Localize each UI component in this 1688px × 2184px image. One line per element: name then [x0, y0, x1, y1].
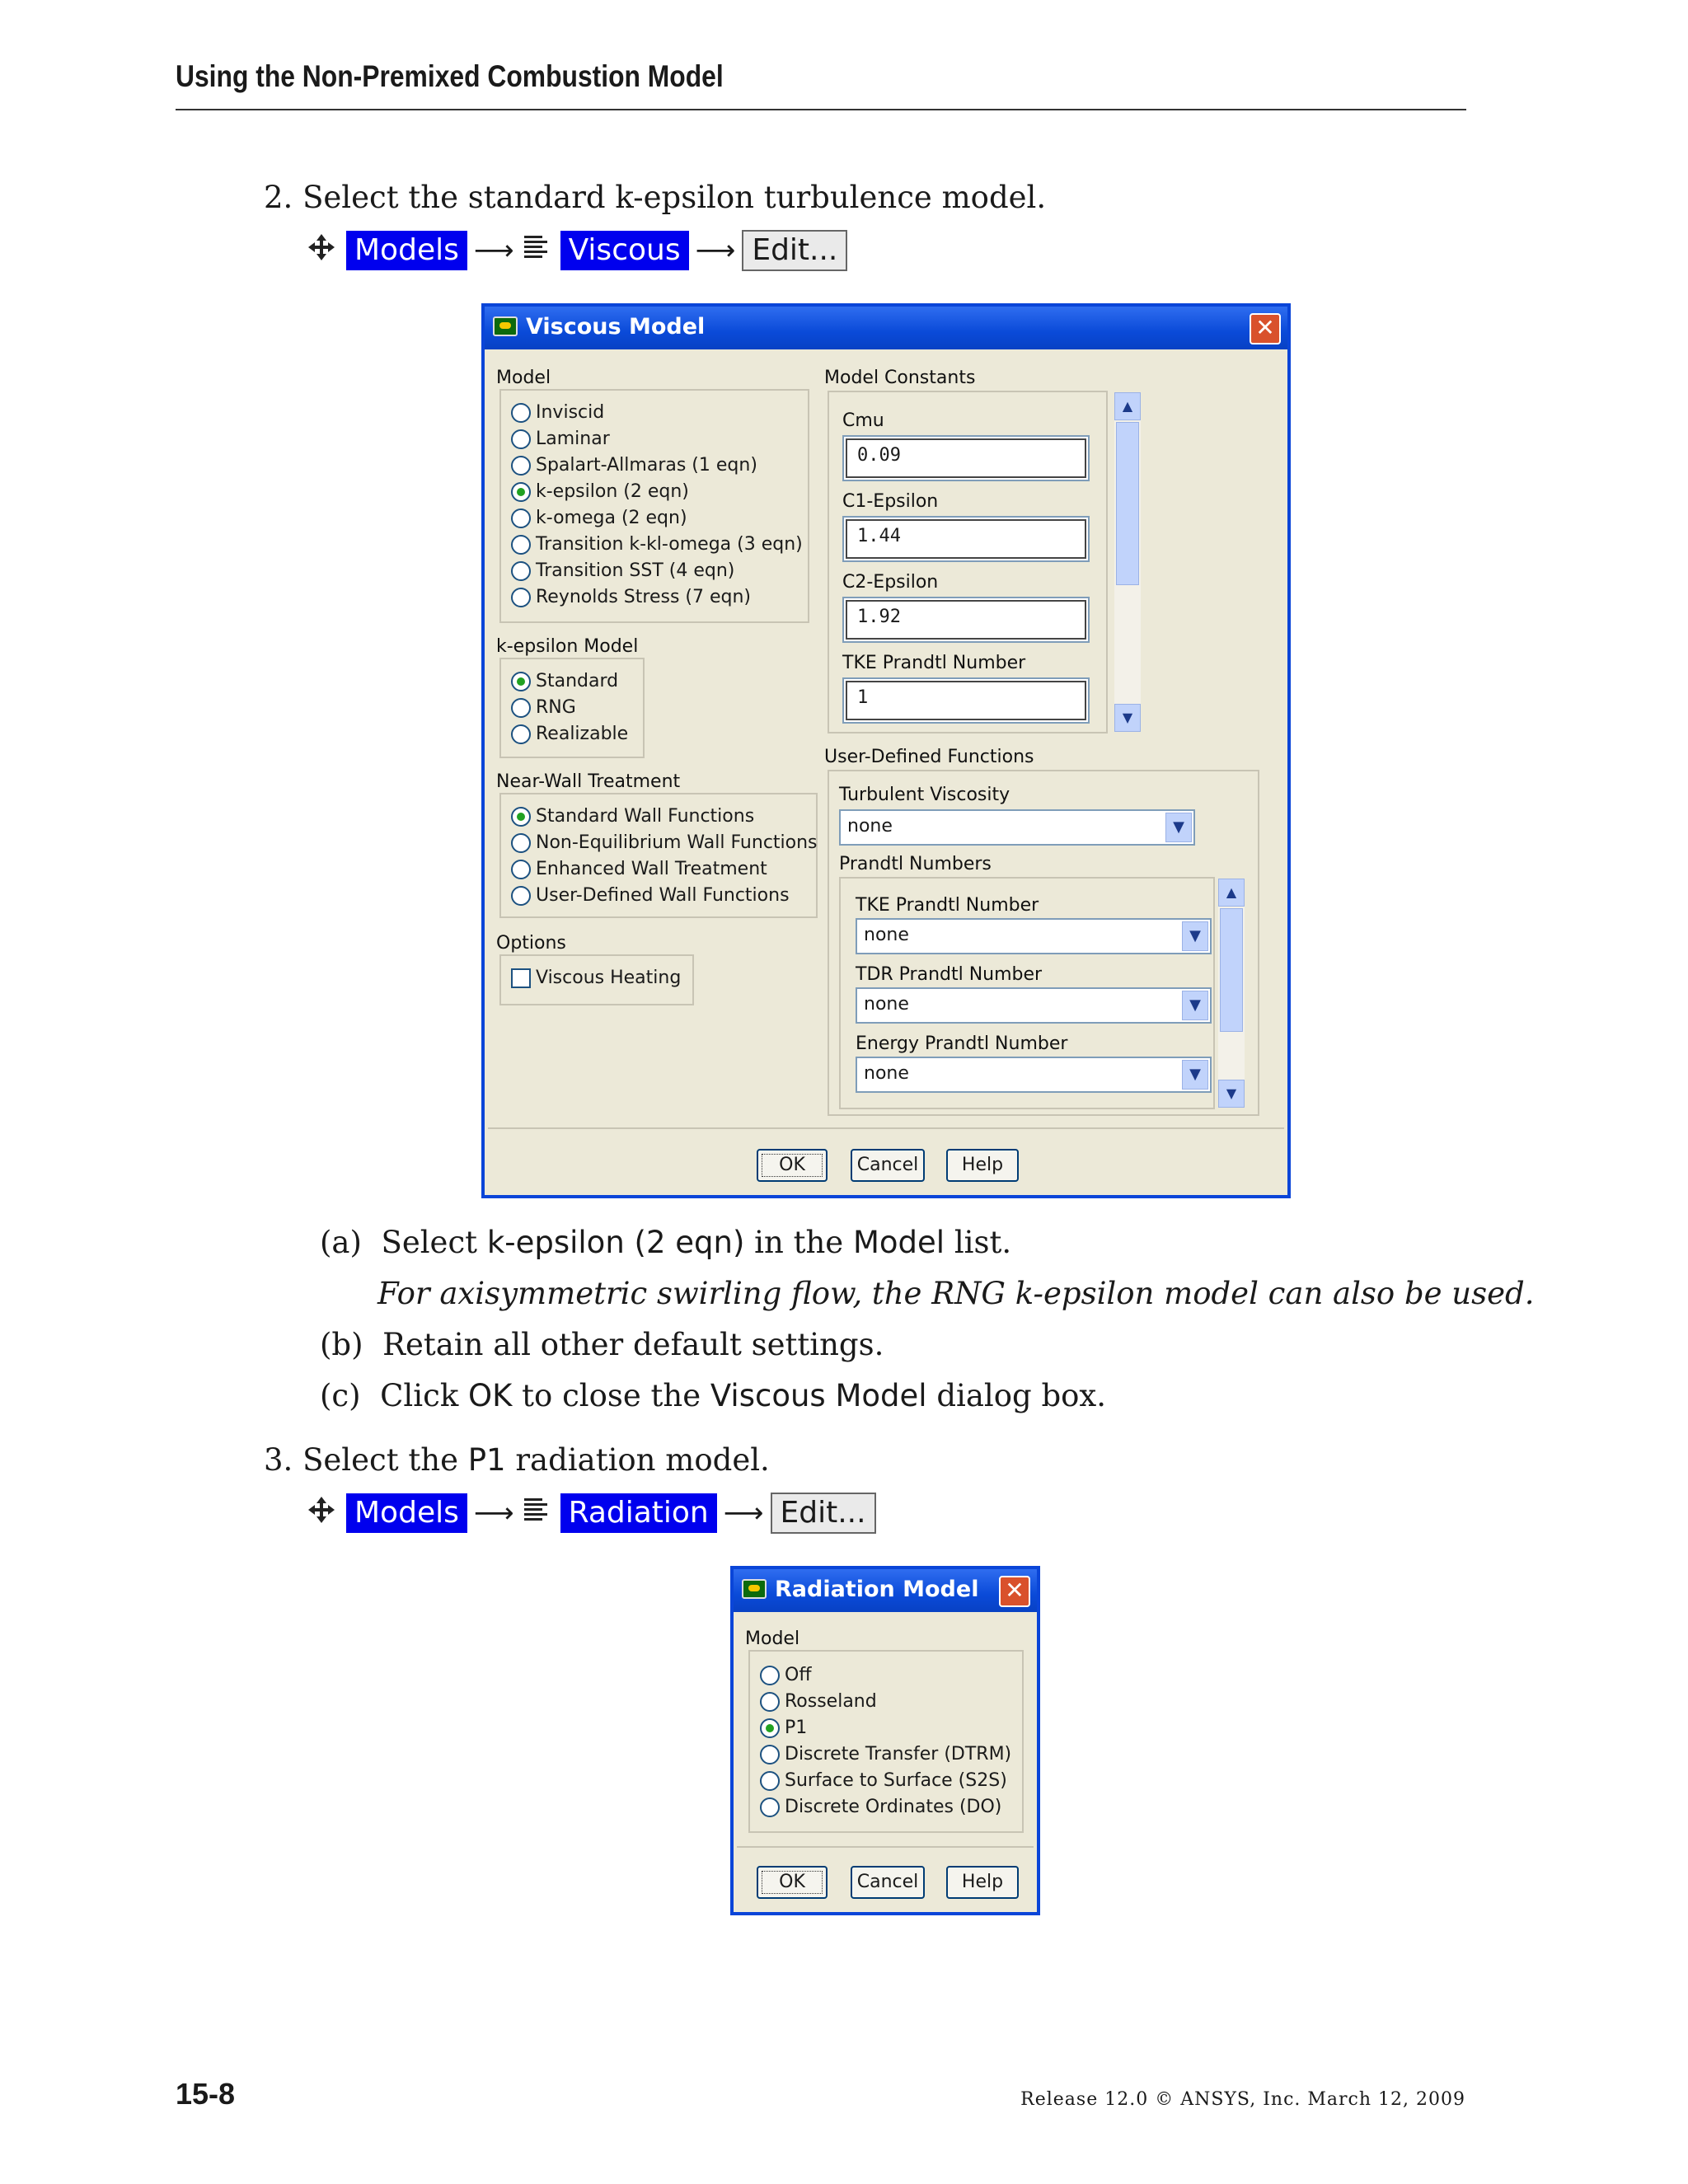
- near-wall-group-label: Near-Wall Treatment: [496, 771, 681, 792]
- radio-rng[interactable]: RNG: [511, 697, 576, 718]
- ok-button[interactable]: OK: [757, 1866, 828, 1899]
- fluent-app-icon: [742, 1579, 767, 1599]
- viscous-model-dialog: [481, 303, 1291, 1198]
- checkbox-viscous-heating[interactable]: Viscous Heating: [511, 968, 681, 988]
- nav-radiation-link[interactable]: Radiation: [560, 1493, 717, 1533]
- substep-a: (a) Select k-epsilon (2 eqn) in the Model list.: [320, 1225, 1012, 1260]
- radio-non-equilibrium-wall-functions[interactable]: Non-Equilibrium Wall Functions: [511, 832, 818, 853]
- radio-realizable[interactable]: Realizable: [511, 724, 628, 744]
- ui-ref-viscous-model: Viscous Model: [710, 1378, 927, 1413]
- models-tree-icon: [307, 232, 336, 269]
- radio-reynolds-stress[interactable]: Reynolds Stress (7 eqn): [511, 587, 751, 607]
- prandtl-scrollbar[interactable]: [1218, 879, 1245, 1108]
- list-icon: [521, 232, 551, 269]
- release-info: Release 12.0 © ANSYS, Inc. March 12, 2009: [1020, 2089, 1465, 2110]
- models-tree-icon: [307, 1495, 336, 1532]
- constants-scrollbar[interactable]: [1114, 392, 1141, 732]
- c2-epsilon-field[interactable]: 1.92: [842, 597, 1090, 643]
- title-bar: [734, 1569, 1037, 1612]
- substep-b: (b) Retain all other default settings.: [320, 1327, 884, 1362]
- tke-prandtl-udf-label: TKE Prandtl Number: [856, 895, 1039, 916]
- step-2-text: 2. Select the standard k-epsilon turbulence model.: [264, 180, 1047, 215]
- list-icon: [521, 1495, 551, 1532]
- radio-p1[interactable]: P1: [760, 1718, 807, 1738]
- tke-prandtl-label: TKE Prandtl Number: [842, 653, 1026, 673]
- nav-models-link[interactable]: Models: [346, 1493, 467, 1533]
- nav-viscous-link[interactable]: Viscous: [560, 231, 689, 270]
- cancel-button[interactable]: Cancel: [851, 1149, 925, 1182]
- running-header: Using the Non-Premixed Combustion Model: [176, 59, 724, 93]
- udf-group-label: User-Defined Functions: [824, 747, 1034, 767]
- nav-edit-button[interactable]: Edit...: [742, 230, 847, 271]
- energy-prandtl-udf-label: Energy Prandtl Number: [856, 1033, 1068, 1054]
- page-number: 15-8: [176, 2077, 236, 2111]
- c1-epsilon-label: C1-Epsilon: [842, 491, 939, 512]
- chevron-down-icon[interactable]: ▼: [1165, 813, 1192, 842]
- c2-epsilon-label: C2-Epsilon: [842, 572, 939, 593]
- button-separator: [737, 1846, 1034, 1848]
- close-button[interactable]: ✕: [999, 1576, 1030, 1607]
- radio-spalart-allmaras[interactable]: Spalart-Allmaras (1 eqn): [511, 455, 757, 476]
- nav-arrow: ⟶: [473, 1497, 514, 1530]
- ui-ref-model: Model: [852, 1225, 945, 1260]
- scroll-down-button[interactable]: ▼: [1218, 1080, 1245, 1108]
- nav-models-link[interactable]: Models: [346, 231, 467, 270]
- radio-s2s[interactable]: Surface to Surface (S2S): [760, 1770, 1007, 1791]
- help-button[interactable]: Help: [946, 1866, 1019, 1899]
- tdr-prandtl-udf-label: TDR Prandtl Number: [856, 964, 1043, 985]
- turbulent-viscosity-select[interactable]: none ▼: [839, 809, 1195, 846]
- radio-rosseland[interactable]: Rosseland: [760, 1691, 877, 1712]
- button-separator: [488, 1127, 1284, 1129]
- nav-arrow: ⟶: [695, 234, 736, 267]
- cancel-button[interactable]: Cancel: [851, 1866, 925, 1899]
- scroll-thumb[interactable]: [1116, 422, 1139, 585]
- fluent-app-icon: [493, 316, 518, 336]
- title-bar: [485, 307, 1287, 349]
- cmu-field[interactable]: 0.09: [842, 435, 1090, 481]
- dialog-title: Radiation Model: [775, 1577, 979, 1602]
- options-group-label: Options: [496, 933, 566, 954]
- ui-ref-kepsilon: k-epsilon (2 eqn): [486, 1225, 745, 1260]
- turbulent-viscosity-label: Turbulent Viscosity: [839, 785, 1010, 805]
- c1-epsilon-field[interactable]: 1.44: [842, 516, 1090, 562]
- radio-dtrm[interactable]: Discrete Transfer (DTRM): [760, 1744, 1011, 1765]
- kepsilon-group-label: k-epsilon Model: [496, 636, 639, 657]
- radio-user-defined-wall-functions[interactable]: User-Defined Wall Functions: [511, 885, 790, 906]
- scroll-down-button[interactable]: ▼: [1114, 704, 1141, 732]
- prandtl-numbers-label: Prandtl Numbers: [839, 854, 992, 874]
- radio-transition-sst[interactable]: Transition SST (4 eqn): [511, 560, 734, 581]
- scroll-up-button[interactable]: ▲: [1218, 879, 1245, 907]
- radio-k-omega[interactable]: k-omega (2 eqn): [511, 508, 687, 528]
- header-rule: [176, 109, 1466, 110]
- ui-ref-ok: OK: [468, 1378, 513, 1413]
- radio-standard-wall-functions[interactable]: Standard Wall Functions: [511, 806, 754, 827]
- substep-c: (c) Click OK to close the Viscous Model dialog box.: [320, 1378, 1107, 1413]
- dialog-title: Viscous Model: [526, 314, 706, 340]
- radio-k-epsilon[interactable]: k-epsilon (2 eqn): [511, 481, 689, 502]
- nav-edit-button[interactable]: Edit...: [771, 1493, 876, 1534]
- chevron-down-icon[interactable]: ▼: [1182, 921, 1208, 951]
- substep-a-note: For axisymmetric swirling flow, the RNG k-epsilon model can also be used.: [377, 1276, 1535, 1311]
- scroll-up-button[interactable]: ▲: [1114, 392, 1141, 420]
- step-3-text: 3. Select the P1 radiation model.: [264, 1442, 770, 1478]
- radio-standard[interactable]: Standard: [511, 671, 618, 691]
- nav-arrow: ⟶: [723, 1497, 764, 1530]
- scroll-thumb[interactable]: [1220, 908, 1243, 1032]
- radio-enhanced-wall-treatment[interactable]: Enhanced Wall Treatment: [511, 859, 767, 879]
- radio-off[interactable]: Off: [760, 1665, 811, 1685]
- tke-prandtl-udf-select[interactable]: none ▼: [856, 918, 1212, 954]
- close-button[interactable]: ✕: [1250, 313, 1281, 344]
- energy-prandtl-udf-select[interactable]: none ▼: [856, 1057, 1212, 1093]
- ok-button[interactable]: OK: [757, 1149, 828, 1182]
- radio-laminar[interactable]: Laminar: [511, 429, 610, 449]
- step-2-nav: [307, 231, 847, 270]
- radiation-model-dialog: [730, 1566, 1040, 1915]
- help-button[interactable]: Help: [946, 1149, 1019, 1182]
- ui-ref-p1: P1: [467, 1442, 506, 1478]
- chevron-down-icon[interactable]: ▼: [1182, 1060, 1208, 1090]
- radio-transition-kkl-omega[interactable]: Transition k-kl-omega (3 eqn): [511, 534, 803, 555]
- nav-arrow: ⟶: [473, 234, 514, 267]
- radio-do[interactable]: Discrete Ordinates (DO): [760, 1797, 1001, 1817]
- model-group-label: Model: [496, 368, 551, 388]
- tdr-prandtl-udf-select[interactable]: none ▼: [856, 987, 1212, 1024]
- cmu-label: Cmu: [842, 410, 884, 431]
- model-group-label: Model: [745, 1629, 800, 1649]
- radio-inviscid[interactable]: Inviscid: [511, 402, 604, 423]
- tke-prandtl-field[interactable]: 1: [842, 677, 1090, 724]
- chevron-down-icon[interactable]: ▼: [1182, 991, 1208, 1020]
- step-3-nav: [307, 1493, 876, 1533]
- model-constants-label: Model Constants: [824, 368, 976, 388]
